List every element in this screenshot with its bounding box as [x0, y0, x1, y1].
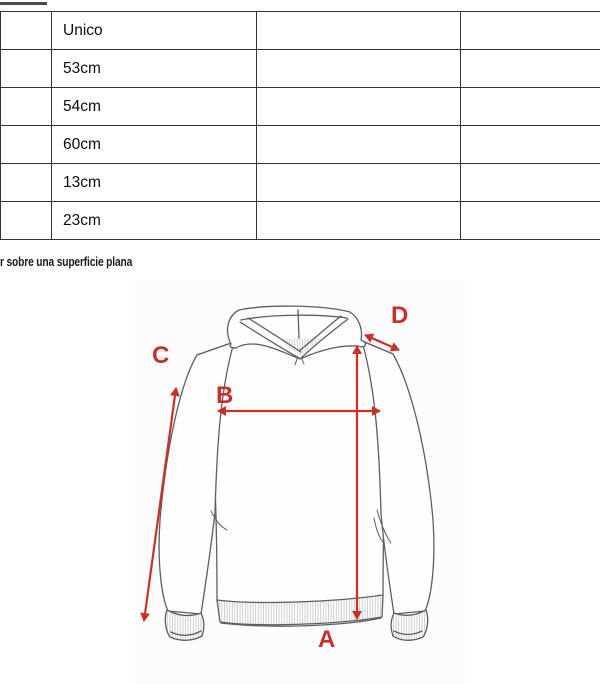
table-cell-size: 13cm — [52, 164, 257, 202]
label-a: A — [318, 626, 336, 653]
table-cell-empty — [257, 88, 461, 126]
size-table — [0, 11, 600, 240]
table-row — [1, 164, 600, 202]
table-cell-size: 54cm — [52, 88, 257, 126]
table-row — [1, 12, 600, 50]
table-cell-empty — [257, 50, 461, 88]
table-cell-size: Unico — [52, 12, 257, 50]
table-cell-empty — [257, 202, 461, 240]
table-cell-empty — [1, 202, 52, 240]
table-cell-empty — [461, 12, 600, 50]
hoodie-measurement-diagram — [130, 280, 470, 684]
cutoff-table-line — [0, 2, 47, 5]
table-row — [1, 88, 600, 126]
table-cell-empty — [1, 50, 52, 88]
table-row — [1, 202, 600, 240]
table-cell-empty — [461, 50, 600, 88]
table-cell-empty — [461, 202, 600, 240]
table-cell-empty — [461, 164, 600, 202]
table-cell-size: 60cm — [52, 126, 257, 164]
table-row — [1, 50, 600, 88]
table-cell-empty — [257, 12, 461, 50]
table-cell-empty — [257, 164, 461, 202]
table-cell-empty — [461, 88, 600, 126]
label-c: C — [152, 342, 170, 369]
hoodie-right-cuff — [391, 610, 427, 640]
table-cell-empty — [461, 126, 600, 164]
table-cell-empty — [1, 126, 52, 164]
table-cell-empty — [1, 88, 52, 126]
table-cell-empty — [257, 126, 461, 164]
table-cell-empty — [1, 12, 52, 50]
table-cell-size: 53cm — [52, 50, 257, 88]
label-b: B — [216, 382, 234, 409]
hoodie-drawing — [159, 306, 434, 640]
hoodie-body — [197, 341, 393, 603]
table-row — [1, 126, 600, 164]
table-cell-size: 23cm — [52, 202, 257, 240]
label-d: D — [391, 302, 409, 329]
measure-note-text: r sobre una superficie plana — [0, 255, 133, 269]
table-cell-empty — [1, 164, 52, 202]
